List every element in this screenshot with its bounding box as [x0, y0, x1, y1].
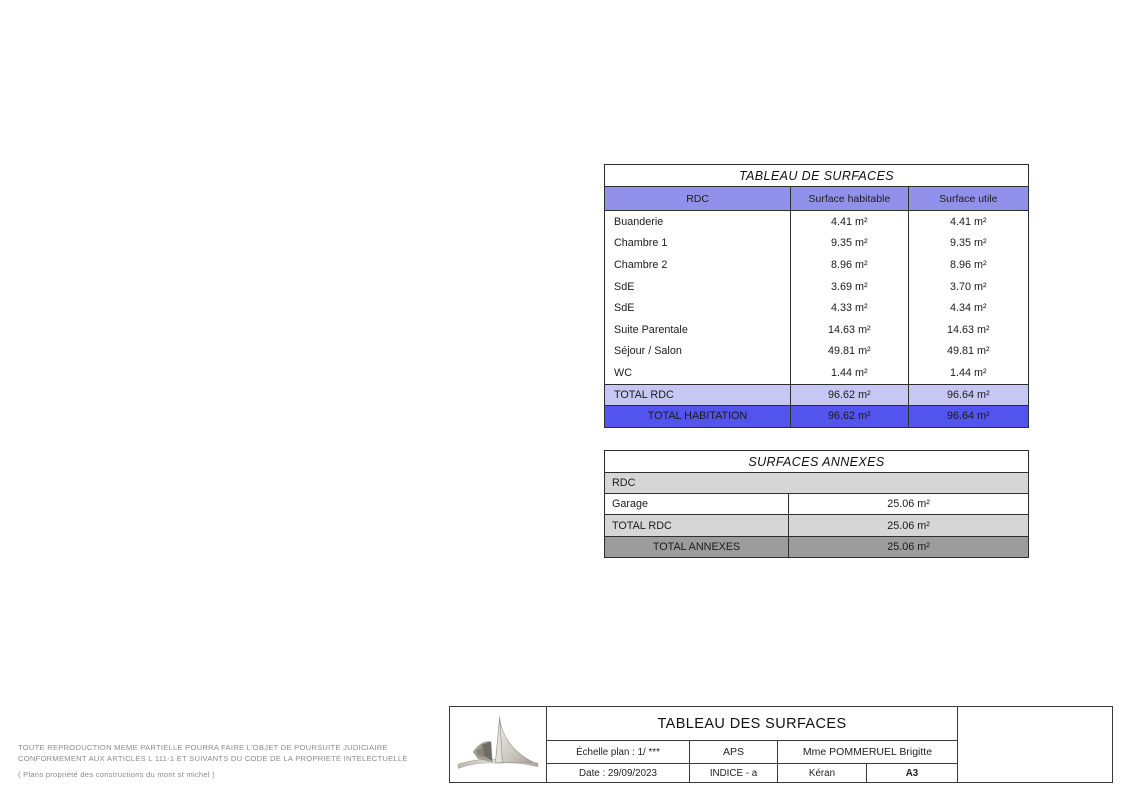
surface-habitable-value: 8.96 m²	[790, 254, 907, 276]
column-header-rdc: RDC	[686, 192, 709, 205]
column-header-surface-utile: Surface utile	[908, 187, 1028, 210]
room-name: Chambre 1	[614, 237, 668, 250]
room-name: SdE	[614, 280, 635, 293]
table-row	[605, 362, 1028, 384]
surface-habitable-value: 4.33 m²	[790, 297, 907, 319]
room-name: Suite Parentale	[614, 323, 688, 336]
room-name: Buanderie	[614, 215, 664, 228]
annex-total-annexes-value: 25.06 m²	[788, 537, 1028, 557]
place-cell: Kéran	[777, 763, 867, 783]
title-block-title: TABLEAU DES SURFACES	[546, 706, 958, 741]
surface-habitable-value: 1.44 m²	[790, 362, 907, 384]
phase-cell: APS	[689, 740, 778, 764]
logo-cell	[449, 706, 547, 783]
annex-group-row	[605, 472, 1028, 493]
room-name: Séjour / Salon	[614, 345, 682, 358]
indice-cell: INDICE - a	[689, 763, 778, 783]
table-row	[605, 276, 1028, 298]
annex-total-rdc-value: 25.06 m²	[788, 515, 1028, 536]
surface-table-header	[605, 186, 1028, 211]
surface-habitable-value: 4.41 m²	[790, 211, 907, 233]
surface-utile-value: 4.41 m²	[908, 211, 1028, 233]
legal-line-1: TOUTE REPRODUCTION MEME PARTIELLE POURRA FAIRE L'OBJET DE POURSUITE JUDICIAIRE	[18, 743, 388, 752]
total-habitation-row	[605, 405, 1028, 427]
surface-habitable-value: 49.81 m²	[790, 341, 907, 363]
table-row	[605, 254, 1028, 276]
surface-utile-value: 1.44 m²	[908, 362, 1028, 384]
surface-table-title: TABLEAU DE SURFACES	[738, 168, 895, 183]
annex-total-rdc-row	[605, 514, 1028, 536]
surface-habitable-value: 9.35 m²	[790, 233, 907, 255]
total-rdc-habitable: 96.62 m²	[790, 385, 907, 405]
surface-utile-value: 3.70 m²	[908, 276, 1028, 298]
scale-cell: Échelle plan : 1/ ***	[546, 740, 690, 764]
table-row	[605, 211, 1028, 233]
annex-room-value: 25.06 m²	[788, 494, 1028, 514]
total-habitation-utile: 96.64 m²	[908, 406, 1028, 427]
surface-table	[604, 164, 1029, 428]
surface-habitable-value: 3.69 m²	[790, 276, 907, 298]
surface-utile-value: 4.34 m²	[908, 297, 1028, 319]
client-cell: Mme POMMERUEL Brigitte	[777, 740, 958, 764]
surface-utile-value: 14.63 m²	[908, 319, 1028, 341]
total-habitation-label: TOTAL HABITATION	[647, 410, 748, 423]
surface-habitable-value: 14.63 m²	[790, 319, 907, 341]
paper-format-cell: A3	[866, 763, 958, 783]
annex-row	[605, 493, 1028, 514]
title-block	[449, 706, 1113, 783]
annex-room-name: Garage	[612, 498, 649, 510]
room-name: Chambre 2	[614, 258, 668, 271]
legal-notice	[18, 742, 408, 780]
room-name: WC	[614, 366, 632, 379]
total-rdc-label: TOTAL RDC	[614, 388, 674, 401]
total-habitation-habitable: 96.62 m²	[790, 406, 907, 427]
column-header-surface-habitable: Surface habitable	[790, 187, 907, 210]
total-rdc-utile: 96.64 m²	[908, 385, 1028, 405]
annex-table	[604, 450, 1029, 558]
empty-cell	[957, 706, 1113, 783]
company-logo-icon	[454, 712, 542, 778]
table-row	[605, 319, 1028, 341]
surface-utile-value: 8.96 m²	[908, 254, 1028, 276]
annex-table-title: SURFACES ANNEXES	[748, 454, 885, 469]
date-cell: Date : 29/09/2023	[546, 763, 690, 783]
annex-total-annexes-label: TOTAL ANNEXES	[652, 541, 741, 553]
table-row	[605, 233, 1028, 255]
annex-total-annexes-row	[605, 536, 1028, 557]
annex-total-rdc-label: TOTAL RDC	[612, 519, 672, 532]
total-rdc-row	[605, 384, 1028, 405]
annex-group-label: RDC	[612, 477, 636, 489]
table-row	[605, 297, 1028, 319]
legal-line-2: CONFORMEMENT AUX ARTICLES L 111-1 ET SUIVANTS DU CODE DE LA PROPRIETE INTELECTUELLE	[18, 754, 408, 763]
room-name: SdE	[614, 302, 635, 315]
surface-utile-value: 9.35 m²	[908, 233, 1028, 255]
table-row	[605, 341, 1028, 363]
surface-utile-value: 49.81 m²	[908, 341, 1028, 363]
legal-line-3: ( Plans propriété des constructions du mont st michel )	[18, 770, 215, 779]
